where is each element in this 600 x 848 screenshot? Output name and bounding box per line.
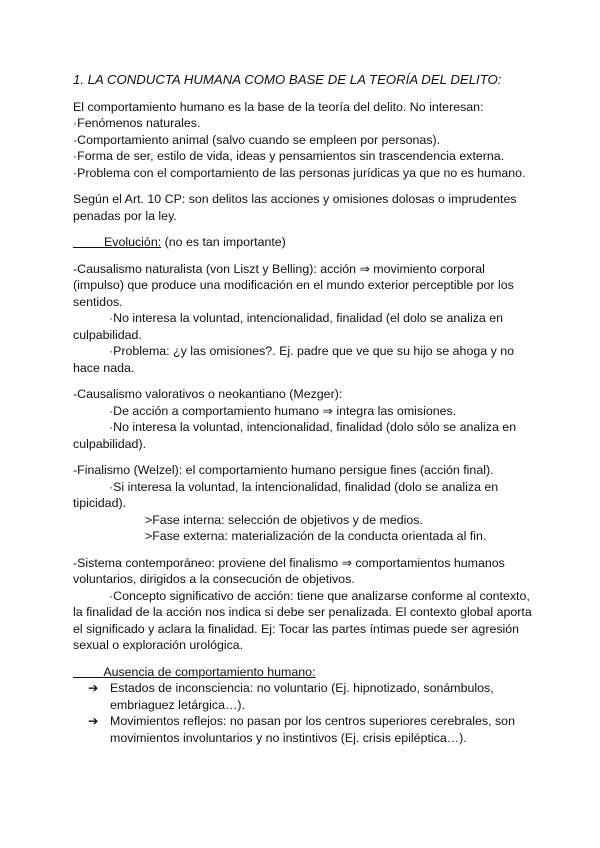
causalismo-naturalista: -Causalismo naturalista (von Liszt y Belling): acción ⇒ movimiento corporal (impulso) que produce una modificación en el mundo exterior perceptible por los sentidos. xyxy=(73,261,514,309)
arrow-right-icon: ➔ xyxy=(88,681,99,695)
sistema-contemporaneo-point: ·Concepto significativo de acción: tiene que analizarse conforme al contexto, la finalidad de la acción nos indica si debe ser penalizada. El contexto global aporta el significado y aclara la finalidad. Ej: Tocar las partes íntimas puede ser agresión sexual o exploración urológica. xyxy=(73,588,532,652)
section-title: 1. LA CONDUCTA HUMANA COMO BASE DE LA TEORÍA DEL DELITO: xyxy=(73,72,502,87)
evolucion-heading-note: (no es tan importante) xyxy=(161,235,286,249)
finalismo-fase: >Fase interna: selección de objetivos y de medios. xyxy=(145,512,423,527)
intro-item: ·Fenómenos naturales. xyxy=(73,116,201,130)
list-item xyxy=(88,713,533,746)
art10-paragraph: Según el Art. 10 CP: son delitos las acciones y omisiones dolosas o imprudentes penadas por la ley. xyxy=(73,192,517,223)
intro-item: ·Problema con el comportamiento de las personas jurídicas ya que no es humano. xyxy=(73,165,526,180)
causalismo-naturalista-point: ·Problema: ¿y las omisiones?. Ej. padre que ve que su hijo se ahoga y no hace nada. xyxy=(73,344,514,375)
causalismo-valorativo-point: ·De acción a comportamiento humano ⇒ integra las omisiones. xyxy=(109,403,457,418)
finalismo: -Finalismo (Welzel): el comportamiento humano persigue fines (acción final). xyxy=(73,463,494,477)
finalismo-fase: >Fase externa: materialización de la conducta orientada al fin. xyxy=(145,529,487,543)
causalismo-valorativo: -Causalismo valorativos o neokantiano (Mezger): xyxy=(73,387,343,401)
intro-text: El comportamiento humano es la base de la teoría del delito. No interesan: xyxy=(73,99,484,114)
arrow-right-icon: ➔ xyxy=(88,714,99,728)
evolucion-heading-lead xyxy=(73,235,104,249)
evolucion-heading xyxy=(73,234,533,251)
list-item xyxy=(88,680,533,713)
intro-item: ·Comportamiento animal (salvo cuando se empleen por personas). xyxy=(73,132,441,147)
list-item-text: Estados de inconsciencia: no voluntario (Ej. hipnotizado, sonámbulos, embriaguez letárgica…). xyxy=(110,681,494,712)
evolucion-heading-label: Evolución: xyxy=(103,235,162,249)
finalismo-point: ·Si interesa la voluntad, la intencionalidad, finalidad (dolo se analiza en tipicidad). xyxy=(73,479,499,510)
ausencia-heading xyxy=(73,664,533,681)
causalismo-naturalista-point: ·No interesa la voluntad, intencionalidad, finalidad (el dolo se analiza en culpabilidad. xyxy=(73,311,504,342)
ausencia-list xyxy=(73,680,533,746)
causalismo-valorativo-point: ·No interesa la voluntad, intencionalidad, finalidad (dolo sólo se analiza en culpabilidad). xyxy=(73,420,517,451)
document-body xyxy=(73,72,533,746)
list-item-text: Movimientos reflejos: no pasan por los centros superiores cerebrales, son movimientos involuntarios y no instintivos (Ej. crisis epiléptica…). xyxy=(110,714,515,745)
intro-item: ·Forma de ser, estilo de vida, ideas y pensamientos sin trascendencia externa. xyxy=(73,149,505,163)
sistema-contemporaneo: -Sistema contemporáneo: proviene del finalismo ⇒ comportamientos humanos voluntarios, dirigidos a la consecución de objetivos. xyxy=(73,555,505,586)
ausencia-heading-label: Ausencia de comportamiento humano: xyxy=(103,664,316,679)
